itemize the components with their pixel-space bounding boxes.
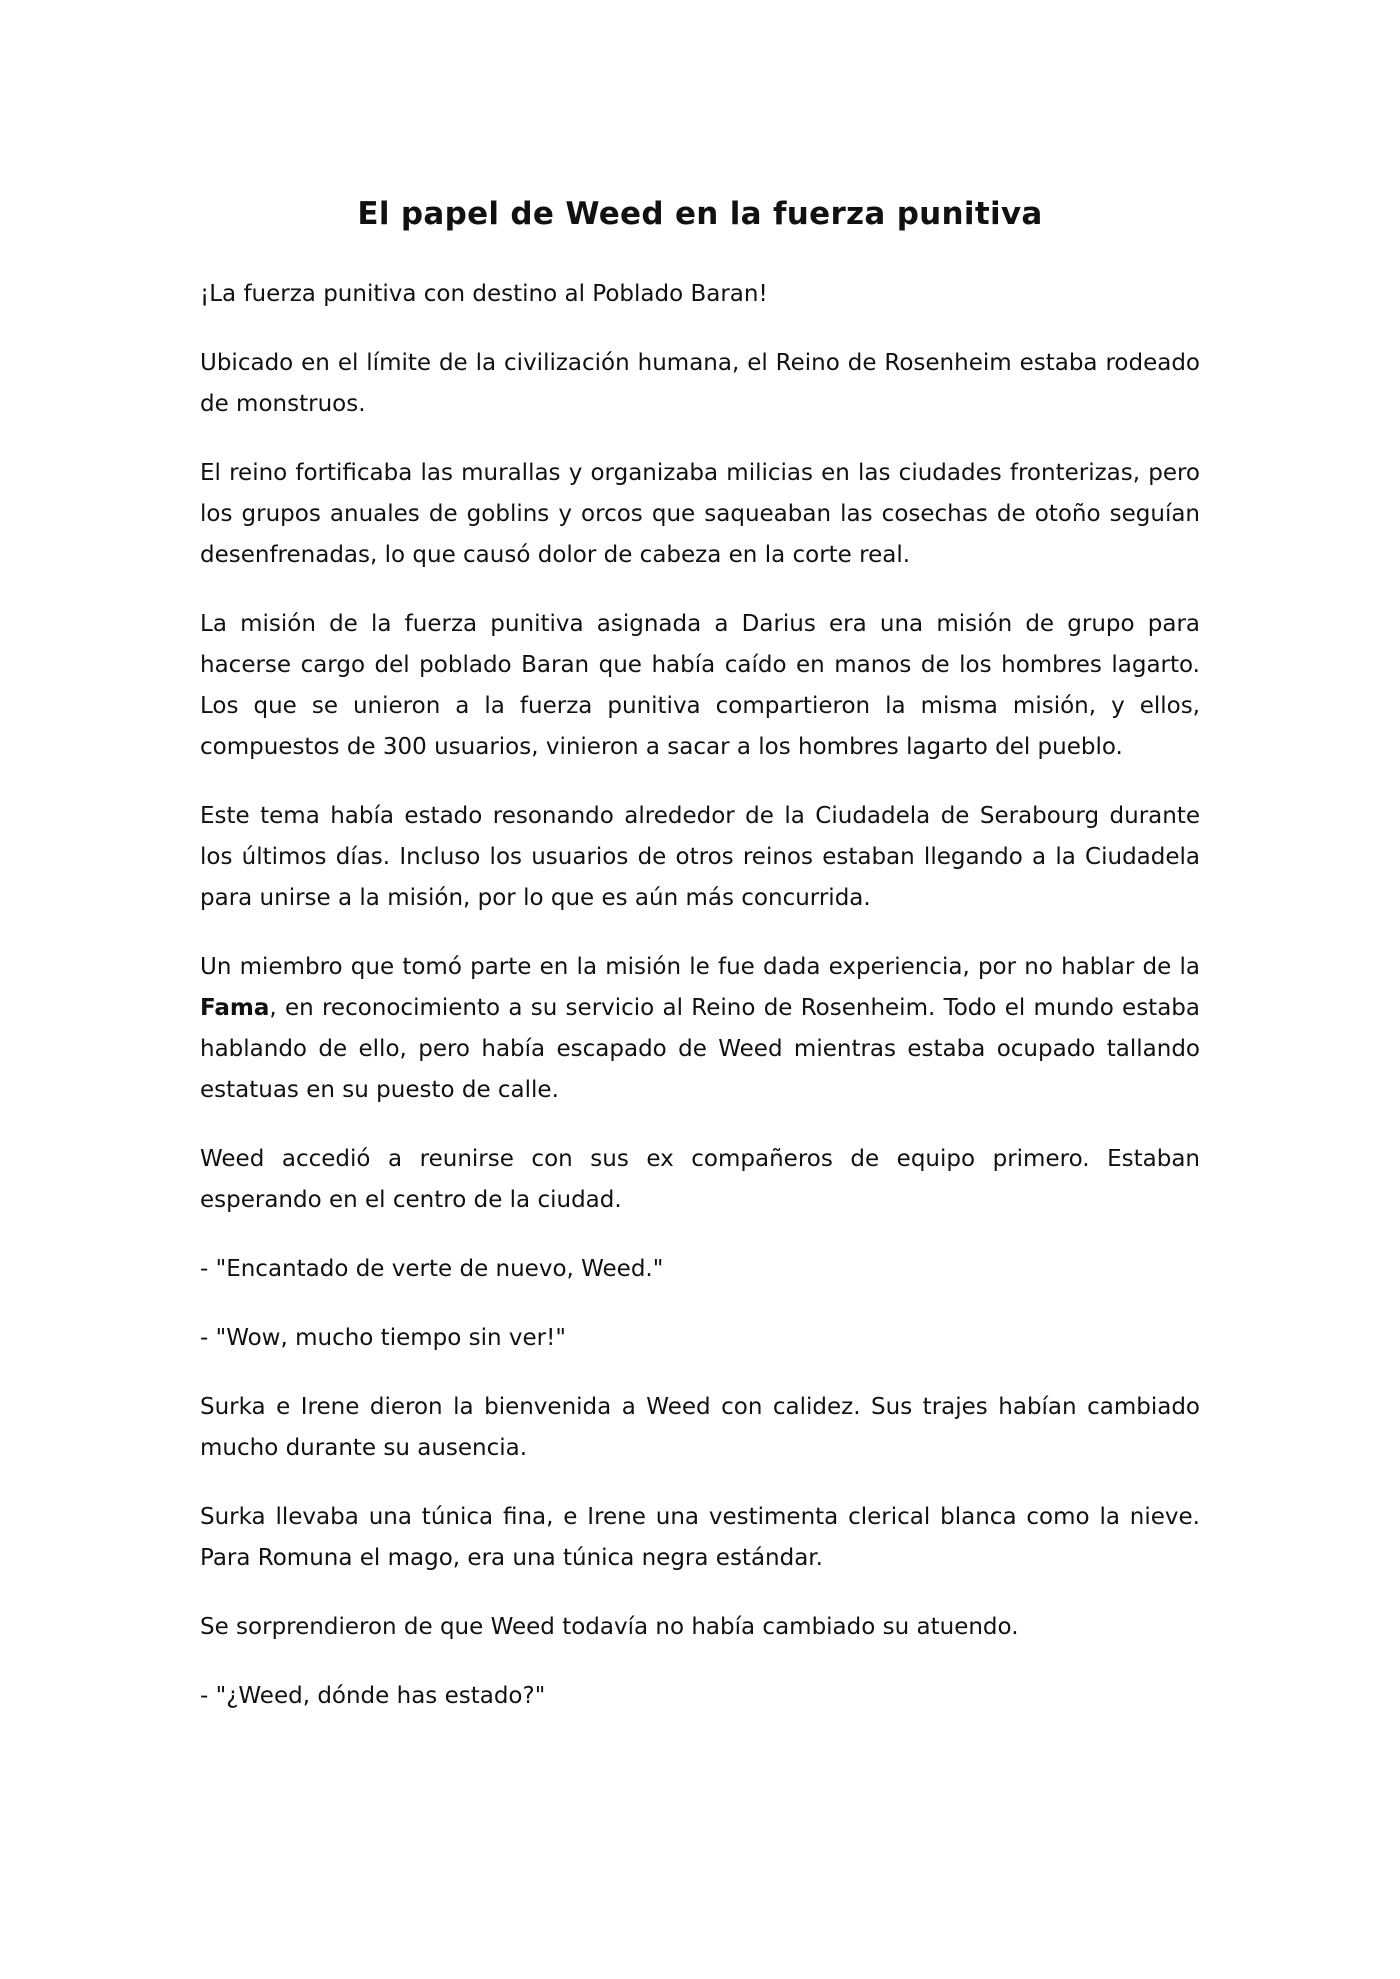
paragraph: Este tema había estado resonando alrededor de la Ciudadela de Serabourg durante los últimos días. Incluso los usuarios de otros reinos estaban llegando a la Ciudadela para unirse a la misión, por lo que es aún más concurrida. <box>200 803 1200 911</box>
document-title: El papel de Weed en la fuerza punitiva <box>357 196 1043 232</box>
paragraph: Surka llevaba una túnica fina, e Irene una vestimenta clerical blanca como la nieve. Para Romuna el mago, era una túnica negra estándar. <box>200 1504 1200 1571</box>
paragraph: Weed accedió a reunirse con sus ex compañeros de equipo primero. Estaban esperando en el centro de la ciudad. <box>200 1146 1200 1213</box>
paragraph-text: , en reconocimiento a su servicio al Reino de Rosenheim. Todo el mundo estaba hablando de ello, pero había escapado de Weed mientras estaba ocupado tallando estatuas en su puesto de calle. <box>200 995 1200 1103</box>
paragraph: Se sorprendieron de que Weed todavía no había cambiado su atuendo. <box>200 1614 1019 1640</box>
paragraph-text: Un miembro que tomó parte en la misión le fue dada experiencia, por no hablar de la <box>200 954 1200 980</box>
paragraph: Surka e Irene dieron la bienvenida a Weed con calidez. Sus trajes habían cambiado mucho durante su ausencia. <box>200 1394 1200 1461</box>
dialogue-line: - "¿Weed, dónde has estado?" <box>200 1683 546 1709</box>
paragraph <box>200 947 1200 1111</box>
paragraph: La misión de la fuerza punitiva asignada a Darius era una misión de grupo para hacerse cargo del poblado Baran que había caído en manos de los hombres lagarto. Los que se unieron a la fuerza punitiva compartieron la misma misión, y ellos, compuestos de 300 usuarios, vinieron a sacar a los hombres lagarto del pueblo. <box>200 611 1200 760</box>
paragraph: Ubicado en el límite de la civilización humana, el Reino de Rosenheim estaba rodeado de monstruos. <box>200 350 1200 417</box>
paragraph: El reino fortificaba las murallas y organizaba milicias en las ciudades fronterizas, pero los grupos anuales de goblins y orcos que saqueaban las cosechas de otoño seguían desenfrenadas, lo que causó dolor de cabeza en la corte real. <box>200 460 1200 568</box>
dialogue-line: - "Wow, mucho tiempo sin ver!" <box>200 1325 566 1351</box>
fame-term: Fama <box>200 995 270 1021</box>
document-page <box>200 196 1200 1745</box>
paragraph: ¡La fuerza punitiva con destino al Poblado Baran! <box>200 281 768 307</box>
dialogue-line: - "Encantado de verte de nuevo, Weed." <box>200 1256 664 1282</box>
